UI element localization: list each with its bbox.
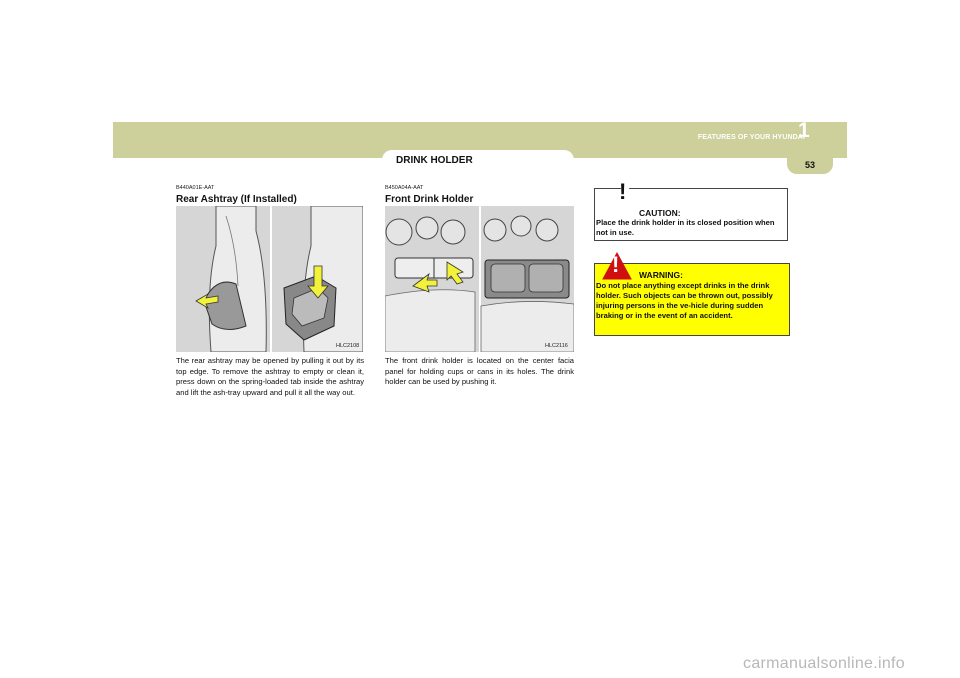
caution-box [594, 179, 788, 241]
warning-box [594, 252, 790, 336]
page-number: 53 [804, 160, 815, 170]
warning-title: WARNING: [639, 270, 683, 280]
left-body-text: The rear ashtray may be opened by pulling it out by its top edge. To remove the ashtray to empty or clean it, press down on the spring-loaded tab inside the ashtray and lift the ash-tray upward and pull it all the way out. [176, 356, 364, 397]
footer-watermark: carmanualsonline.info [743, 655, 905, 672]
middle-body-text: The front drink holder is located on the center facia panel for holding cups or cans in its holes. The drink holder can be used by pushing it. [385, 356, 574, 387]
middle-section-code: B450A04A-AAT [385, 185, 424, 191]
left-heading: Rear Ashtray (If Installed) [176, 194, 297, 205]
chapter-number: 1 [798, 119, 810, 142]
middle-heading: Front Drink Holder [385, 194, 474, 205]
left-figure-code: HLC2108 [336, 343, 360, 349]
section-title: DRINK HOLDER [396, 155, 473, 166]
middle-figure-code: HLC2116 [545, 343, 568, 349]
caution-exclamation-icon: ! [619, 179, 627, 204]
front-drink-holder-illustration [385, 206, 574, 352]
warning-exclamation-icon: ! [612, 252, 620, 277]
caution-title: CAUTION: [639, 208, 681, 218]
warning-text: Do not place anything except drinks in the drink holder. Such objects can be thrown out, possibly injuring persons in the ve-hicle during sudden braking or in the event of an accident. [596, 281, 773, 320]
rear-ashtray-illustration [176, 206, 363, 352]
caution-text: Place the drink holder in its closed position when not in use. [596, 218, 775, 237]
left-section-code: B440A01E-AAT [176, 185, 215, 191]
chapter-title: FEATURES OF YOUR HYUNDAI [697, 134, 805, 141]
